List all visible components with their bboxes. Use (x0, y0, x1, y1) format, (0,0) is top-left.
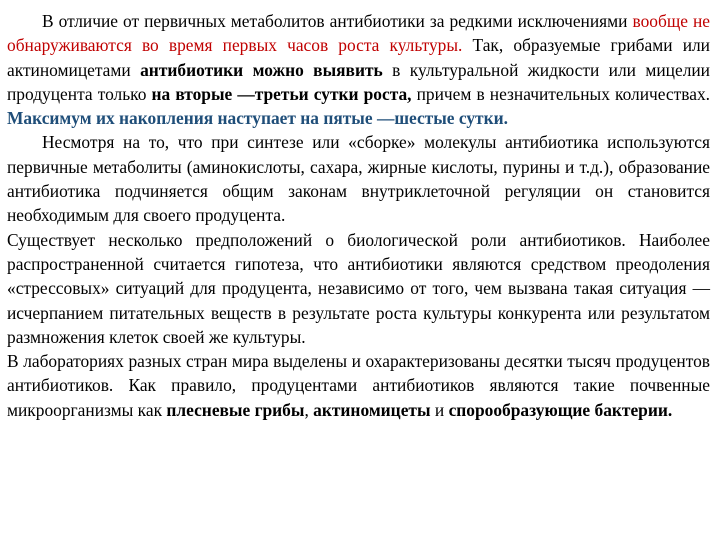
p4-text-2: , (304, 399, 314, 420)
p4-text-1: В лабораториях разных стран мира выделены и охарактеризованы десятки тысяч продуцентов антибиотиков. Как правило, продуцентами антибиотиков являются такие почвенные микроорганизмы как (7, 351, 710, 420)
p1-bold-antibiotics: антибиотики можно выявить (140, 59, 383, 80)
p1-blue-highlight: Максимум их накопления наступает на пятые —шестые сутки. (7, 108, 508, 129)
text-body (7, 9, 710, 422)
p4-bold-bacteria: спорообразующие бактерии. (448, 399, 673, 420)
p1-text-4: причем в незначительных количествах. (411, 83, 710, 104)
p4-text-3: и (430, 399, 449, 420)
p1-text-3: в культуральной жидкости или мицелии продуцента только (7, 59, 710, 104)
paragraph-1 (7, 9, 710, 130)
p1-text-1: В отличие от первичных метаболитов антибиотики за редкими исключениями (42, 11, 633, 31)
p1-text-2: Так, образуемые грибами или актиномицетами (7, 35, 710, 80)
paragraph-3: Существует несколько предположений о биологической роли антибиотиков. Наиболее распространенной считается гипотеза, что антибиотики являются средством преодоления «стрессовых» ситуаций для продуцента, независимо от того, чем вызвана такая ситуация — исчерпанием питательных веществ в результате роста культуры конкурента или результатом размножения клеток своей же культуры. (7, 229, 710, 347)
p1-bold-days: на вторые —третьи сутки роста, (151, 83, 412, 104)
p1-red-highlight: вообще не обнаруживаются во время первых часов роста культуры. (7, 11, 710, 56)
p4-bold-actinomycetes: актиномицеты (313, 399, 431, 420)
paragraph-4 (7, 349, 710, 422)
paragraph-2: Несмотря на то, что при синтезе или «сборке» молекулы антибиотика используются первичные метаболиты (аминокислоты, сахара, жирные кислоты, пурины и т.д.), образование антибиотика подчиняется общим законам внутриклеточной регуляции он становится необходимым для своего продуцента. (7, 132, 710, 226)
p4-bold-molds: плесневые грибы (166, 399, 305, 420)
